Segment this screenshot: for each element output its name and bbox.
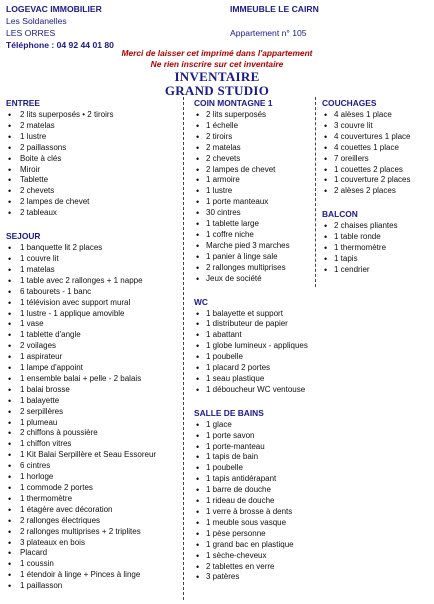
list-item: • 2 rallonges électriques bbox=[6, 516, 178, 527]
list-item: • 1 déboucheur WC ventouse bbox=[194, 385, 314, 396]
list-item: • 2 lits superposés bbox=[194, 110, 314, 121]
list-item: • 1 chiffon vitres bbox=[6, 439, 178, 450]
list-item: • 1 tapis antidérapant bbox=[194, 474, 314, 485]
list-item: • 3 plateaux en bois bbox=[6, 538, 178, 549]
list-item: • 1 distributeur de papier bbox=[194, 319, 314, 330]
list-item: • 1 abattant bbox=[194, 330, 314, 341]
list-item: • 1 étendoir à linge + Pinces à linge bbox=[6, 570, 178, 581]
list-item: • 1 tablette d'angle bbox=[6, 330, 178, 341]
list-item: • 1 panier à linge sale bbox=[194, 252, 314, 263]
column-divider bbox=[315, 97, 316, 287]
list-item: • Tablette bbox=[6, 175, 178, 186]
list-item: • 1 télévision avec support mural bbox=[6, 298, 178, 309]
list-item: • 2 serpillères bbox=[6, 407, 178, 418]
list-entree bbox=[6, 110, 178, 219]
list-item: • Jeux de société bbox=[194, 274, 314, 285]
section-title-couchages: COUCHAGES bbox=[322, 98, 377, 108]
list-item: • 1 tapis de bain bbox=[194, 452, 314, 463]
column-middle bbox=[194, 98, 314, 595]
list-item: • 4 alèses 1 place bbox=[322, 110, 432, 121]
list-item: • 1 lustre bbox=[6, 132, 178, 143]
header-left bbox=[6, 3, 114, 51]
list-item: • 1 thermomètre bbox=[322, 243, 432, 254]
list-item: • Placard bbox=[6, 548, 178, 559]
list-item: • 1 ensemble balai + pelle - 2 balais bbox=[6, 374, 178, 385]
company-name: LOGEVAC IMMOBILIER bbox=[6, 4, 102, 14]
list-item: • 1 balayette et support bbox=[194, 309, 314, 320]
list-couchages bbox=[322, 110, 432, 197]
list-item: • 4 couettes 1 place bbox=[322, 143, 432, 154]
town-name: LES ORRES bbox=[6, 28, 56, 38]
list-item: • 1 couettes 2 places bbox=[322, 165, 432, 176]
list-wc bbox=[194, 309, 314, 396]
document-title: INVENTAIRE bbox=[174, 69, 260, 84]
list-item: • 1 balayette bbox=[6, 396, 178, 407]
list-item: • 2 chevets bbox=[6, 186, 178, 197]
list-item: • 2 matelas bbox=[194, 143, 314, 154]
notice-do-not-write: Ne rien inscrire sur cet inventaire bbox=[150, 59, 284, 69]
document-subtitle: GRAND STUDIO bbox=[164, 83, 270, 98]
list-item: • 1 table ronde bbox=[322, 232, 432, 243]
list-item: • 2 chevets bbox=[194, 154, 314, 165]
list-item: • 2 lampes de chevet bbox=[6, 197, 178, 208]
list-item: • 1 porte manteaux bbox=[194, 197, 314, 208]
list-item: • 1 globe lumineux - appliques bbox=[194, 341, 314, 352]
list-item: • 1 meuble sous vasque bbox=[194, 518, 314, 529]
list-item: • 2 lits superposés • 2 tiroirs bbox=[6, 110, 178, 121]
list-item: • 1 armoire bbox=[194, 175, 314, 186]
list-item: • 30 cintres bbox=[194, 208, 314, 219]
list-item: • 1 commode 2 portes bbox=[6, 483, 178, 494]
list-item: • 1 rideau de douche bbox=[194, 496, 314, 507]
list-item: • 3 couvre lit bbox=[322, 121, 432, 132]
header-right bbox=[230, 3, 319, 39]
list-item: • Miroir bbox=[6, 165, 178, 176]
residence-name: Les Soldanelles bbox=[6, 16, 67, 26]
list-item: • 1 matelas bbox=[6, 265, 178, 276]
list-item: • 1 pèse personne bbox=[194, 529, 314, 540]
section-title-entree: ENTREE bbox=[6, 98, 40, 108]
list-item: • 1 Kit Balai Serpillère et Seau Essoreur bbox=[6, 450, 178, 461]
list-item: • 1 placard 2 portes bbox=[194, 363, 314, 374]
column-divider bbox=[183, 97, 184, 600]
list-item: • 2 chaises pliantes bbox=[322, 221, 432, 232]
list-item: • 1 vase bbox=[6, 319, 178, 330]
list-item: • 2 paillassons bbox=[6, 143, 178, 154]
section-title-coin-montagne: COIN MONTAGNE 1 bbox=[194, 98, 273, 108]
building-name: IMMEUBLE LE CAIRN bbox=[230, 4, 319, 14]
list-item: • 2 matelas bbox=[6, 121, 178, 132]
list-item: • 1 paillasson bbox=[6, 581, 178, 592]
list-balcon bbox=[322, 221, 432, 276]
list-item: • 2 rallonges multiprises bbox=[194, 263, 314, 274]
list-item: • 1 tablette large bbox=[194, 219, 314, 230]
list-item: • 1 coussin bbox=[6, 559, 178, 570]
section-title-salle-de-bains: SALLE DE BAINS bbox=[194, 407, 264, 418]
list-item: • 4 couvertures 1 place bbox=[322, 132, 432, 143]
list-item: • 1 étagère avec décoration bbox=[6, 505, 178, 516]
list-item: • Marche pied 3 marches bbox=[194, 241, 314, 252]
list-item: • 1 cendrier bbox=[322, 265, 432, 276]
list-item: • 6 tabourets - 1 banc bbox=[6, 287, 178, 298]
list-item: • 1 seau plastique bbox=[194, 374, 314, 385]
list-item: • 1 table avec 2 rallonges + 1 nappe bbox=[6, 276, 178, 287]
list-item: • 1 glace bbox=[194, 420, 314, 431]
list-item: • 7 oreillers bbox=[322, 154, 432, 165]
column-right bbox=[322, 98, 432, 288]
list-item: • 1 banquette lit 2 places bbox=[6, 243, 178, 254]
list-item: • 1 poubelle bbox=[194, 352, 314, 363]
list-item: • 1 couverture 2 places bbox=[322, 175, 432, 186]
list-item: • 2 tableaux bbox=[6, 208, 178, 219]
list-item: • 2 rallonges multiprises + 2 triplites bbox=[6, 527, 178, 538]
list-item: • 1 grand bac en plastique bbox=[194, 540, 314, 551]
list-item: • 6 cintres bbox=[6, 461, 178, 472]
list-item: • 1 sèche-cheveux bbox=[194, 551, 314, 562]
list-item: • 1 porte-manteau bbox=[194, 442, 314, 453]
notice-keep-document: Merci de laisser cet imprimé dans l'appartement bbox=[121, 48, 313, 58]
list-item: • 1 poubelle bbox=[194, 463, 314, 474]
list-item: • 1 tapis bbox=[322, 254, 432, 265]
list-salle-de-bains bbox=[194, 420, 314, 584]
list-item: • 1 aspirateur bbox=[6, 352, 178, 363]
list-item: • 2 chiffons à poussière bbox=[6, 428, 178, 439]
list-item: • 2 alèses 2 places bbox=[322, 186, 432, 197]
list-item: • 1 lampe d'appoint bbox=[6, 363, 178, 374]
list-item: • 2 tablettes en verre bbox=[194, 562, 314, 573]
list-item: • 1 lustre - 1 applique amovible bbox=[6, 309, 178, 320]
phone-number: Téléphone : 04 92 44 01 80 bbox=[6, 40, 114, 50]
list-item: • 1 échelle bbox=[194, 121, 314, 132]
column-left bbox=[6, 98, 178, 604]
list-item: • 1 lustre bbox=[194, 186, 314, 197]
list-item: • 1 balai brosse bbox=[6, 385, 178, 396]
list-item: • 1 thermomètre bbox=[6, 494, 178, 505]
residence-spacer bbox=[230, 15, 319, 27]
list-item: • 3 patères bbox=[194, 572, 314, 583]
list-item: • 2 tiroirs bbox=[194, 132, 314, 143]
list-item: • 2 voilages bbox=[6, 341, 178, 352]
section-title-wc: WC bbox=[194, 296, 208, 307]
apartment-number: Appartement n° 105 bbox=[230, 28, 307, 38]
list-item: • 1 verre à brosse à dents bbox=[194, 507, 314, 518]
list-coin-montagne bbox=[194, 110, 314, 285]
list-item: • 1 plumeau bbox=[6, 418, 178, 429]
list-item: • 1 couvre lit bbox=[6, 254, 178, 265]
list-item: • 1 horloge bbox=[6, 472, 178, 483]
list-item: • 1 barre de douche bbox=[194, 485, 314, 496]
section-title-sejour: SEJOUR bbox=[6, 231, 41, 242]
list-item: • 1 coffre niche bbox=[194, 230, 314, 241]
list-item: • Boite à clés bbox=[6, 154, 178, 165]
list-item: • 2 lampes de chevet bbox=[194, 165, 314, 176]
list-sejour bbox=[6, 243, 178, 592]
section-title-balcon: BALCON bbox=[322, 209, 358, 220]
list-item: • 1 porte savon bbox=[194, 431, 314, 442]
